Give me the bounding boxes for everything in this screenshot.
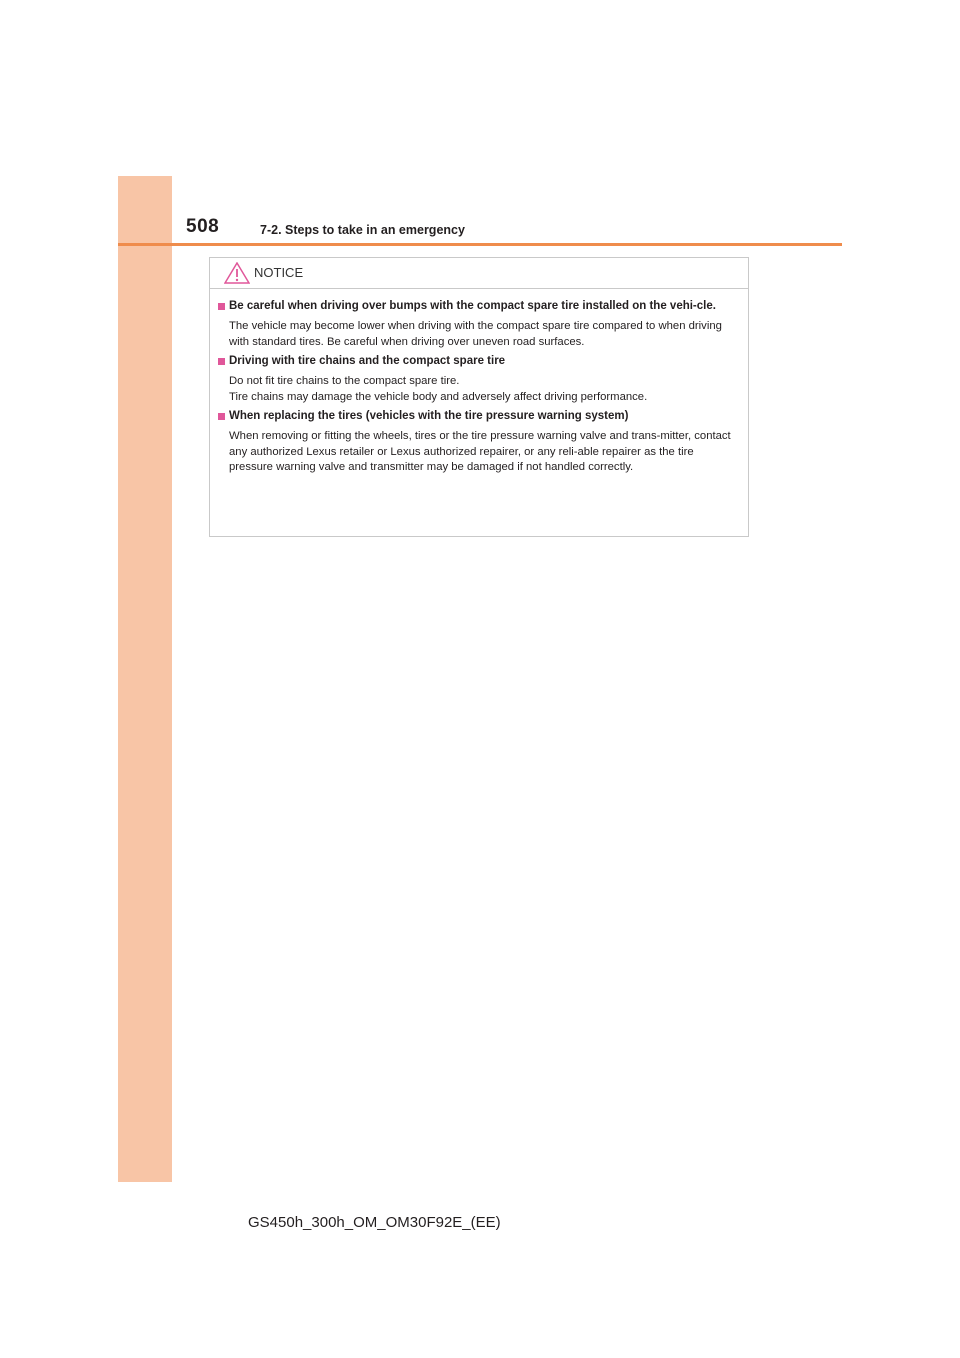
square-bullet-icon — [218, 413, 225, 420]
square-bullet-icon — [218, 303, 225, 310]
notice-title: NOTICE — [254, 265, 304, 280]
notice-body — [210, 289, 748, 476]
notice-item-heading: When replacing the tires (vehicles with the tire pressure warning system) — [229, 410, 629, 422]
notice-item-text: The vehicle may become lower when driving with the compact spare tire compared to when driving with standard tires. Be careful when driving over uneven road surfaces. — [229, 320, 722, 348]
square-bullet-icon — [218, 358, 225, 365]
page-number: 508 — [186, 216, 220, 237]
notice-item — [218, 409, 740, 476]
notice-item — [218, 299, 740, 350]
notice-item-text: When removing or fitting the wheels, tires or the tire pressure warning valve and trans-mitter, contact any authorized Lexus retailer or Lexus authorized repairer, or any reli-able repairer as the tire pressure warning valve and transmitter may be damaged if not handled correctly. — [229, 430, 731, 473]
notice-item-text: Do not fit tire chains to the compact spare tire. — [229, 375, 460, 387]
section-title: 7-2. Steps to take in an emergency — [260, 223, 465, 237]
chapter-side-tab — [118, 176, 172, 1182]
notice-item-heading: Driving with tire chains and the compact spare tire — [229, 355, 506, 367]
warning-triangle-icon — [224, 262, 250, 284]
notice-item-text: Tire chains may damage the vehicle body and adversely affect driving performance. — [229, 390, 648, 403]
notice-item — [218, 354, 740, 405]
header-divider — [118, 243, 842, 246]
notice-item-heading: Be careful when driving over bumps with the compact spare tire installed on the vehi-cle. — [229, 300, 716, 312]
manual-code: GS450h_300h_OM_OM30F92E_(EE) — [248, 1214, 501, 1231]
notice-box — [209, 257, 749, 537]
notice-header — [210, 258, 748, 289]
